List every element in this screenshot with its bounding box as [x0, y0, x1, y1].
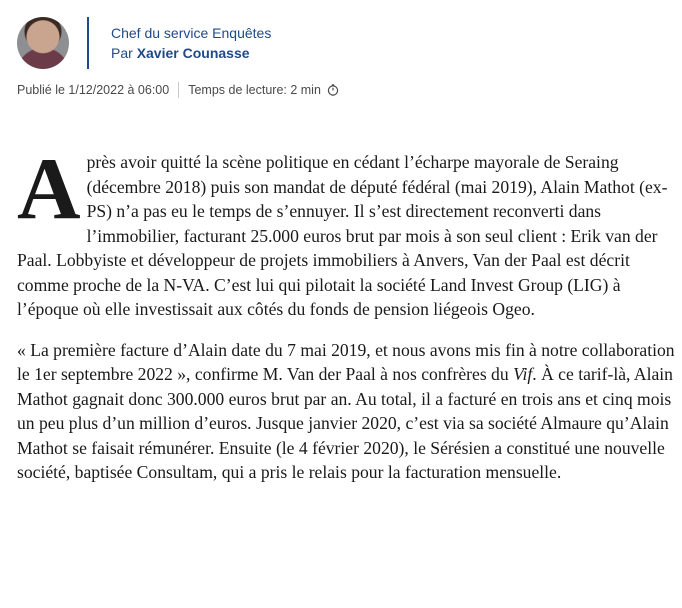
publication-name: Vif — [513, 364, 533, 384]
paragraph-2-text-end: . À ce tarif-là, Alain Mathot gagnait donc 300.000 euros brut par an. Au total, il a facturé en trois ans et cinq mois un peu plus d’un million d’euros. Jusque janvier 2020, c’est via sa société Almaure qu’Alain Mathot se faisait rémunérer. Ensuite (le 4 février 2020), le Sérésien a constitué une nouvelle société, baptisée Consultam, qui a pris le relais pour la facturation mensuelle. — [17, 364, 673, 482]
author-by-prefix: Par — [111, 45, 133, 61]
meta-divider — [178, 82, 179, 98]
article-paragraph-1 — [17, 141, 677, 322]
author-block — [17, 17, 271, 69]
drop-cap: A — [17, 141, 81, 238]
author-divider — [87, 17, 89, 69]
clock-icon — [327, 84, 339, 96]
article-paragraph-2 — [17, 338, 677, 485]
author-role: Chef du service Enquêtes — [111, 25, 272, 41]
reading-time: Temps de lecture: 2 min — [188, 83, 321, 97]
paragraph-1-text: près avoir quitté la scène politique en cédant l’écharpe mayorale de Seraing (décembre 2018) puis son mandat de député fédéral (mai 2019), Alain Mathot (ex-PS) n’a pas eu le temps de s’ennuyer. Il s’est directement reconverti dans l’immobilier, facturant 25.000 euros brut par mois à son seul client : Erik van der Paal. Lobbyiste et développeur de projets immobiliers à Anvers, Van der Paal est décrit comme proche de la N-VA. C’est lui qui pilotait la société Land Invest Group (LIG) à l’époque où elle investissait aux côtés du fonds de pension liégeois Ogeo. — [17, 152, 668, 319]
article-meta — [17, 82, 339, 98]
published-date: Publié le 1/12/2022 à 06:00 — [17, 83, 170, 97]
article-body — [17, 141, 677, 501]
author-name-link[interactable]: Xavier Counasse — [136, 45, 250, 61]
author-info — [111, 23, 271, 63]
author-byline — [111, 43, 271, 63]
avatar[interactable] — [17, 17, 69, 69]
paragraph-2-text-start: « La première facture d’Alain date du 7 mai 2019, et nous avons mis fin à notre collaboration le 1er septembre 2022 », confirme M. Van der Paal à nos confrères du — [17, 339, 675, 384]
